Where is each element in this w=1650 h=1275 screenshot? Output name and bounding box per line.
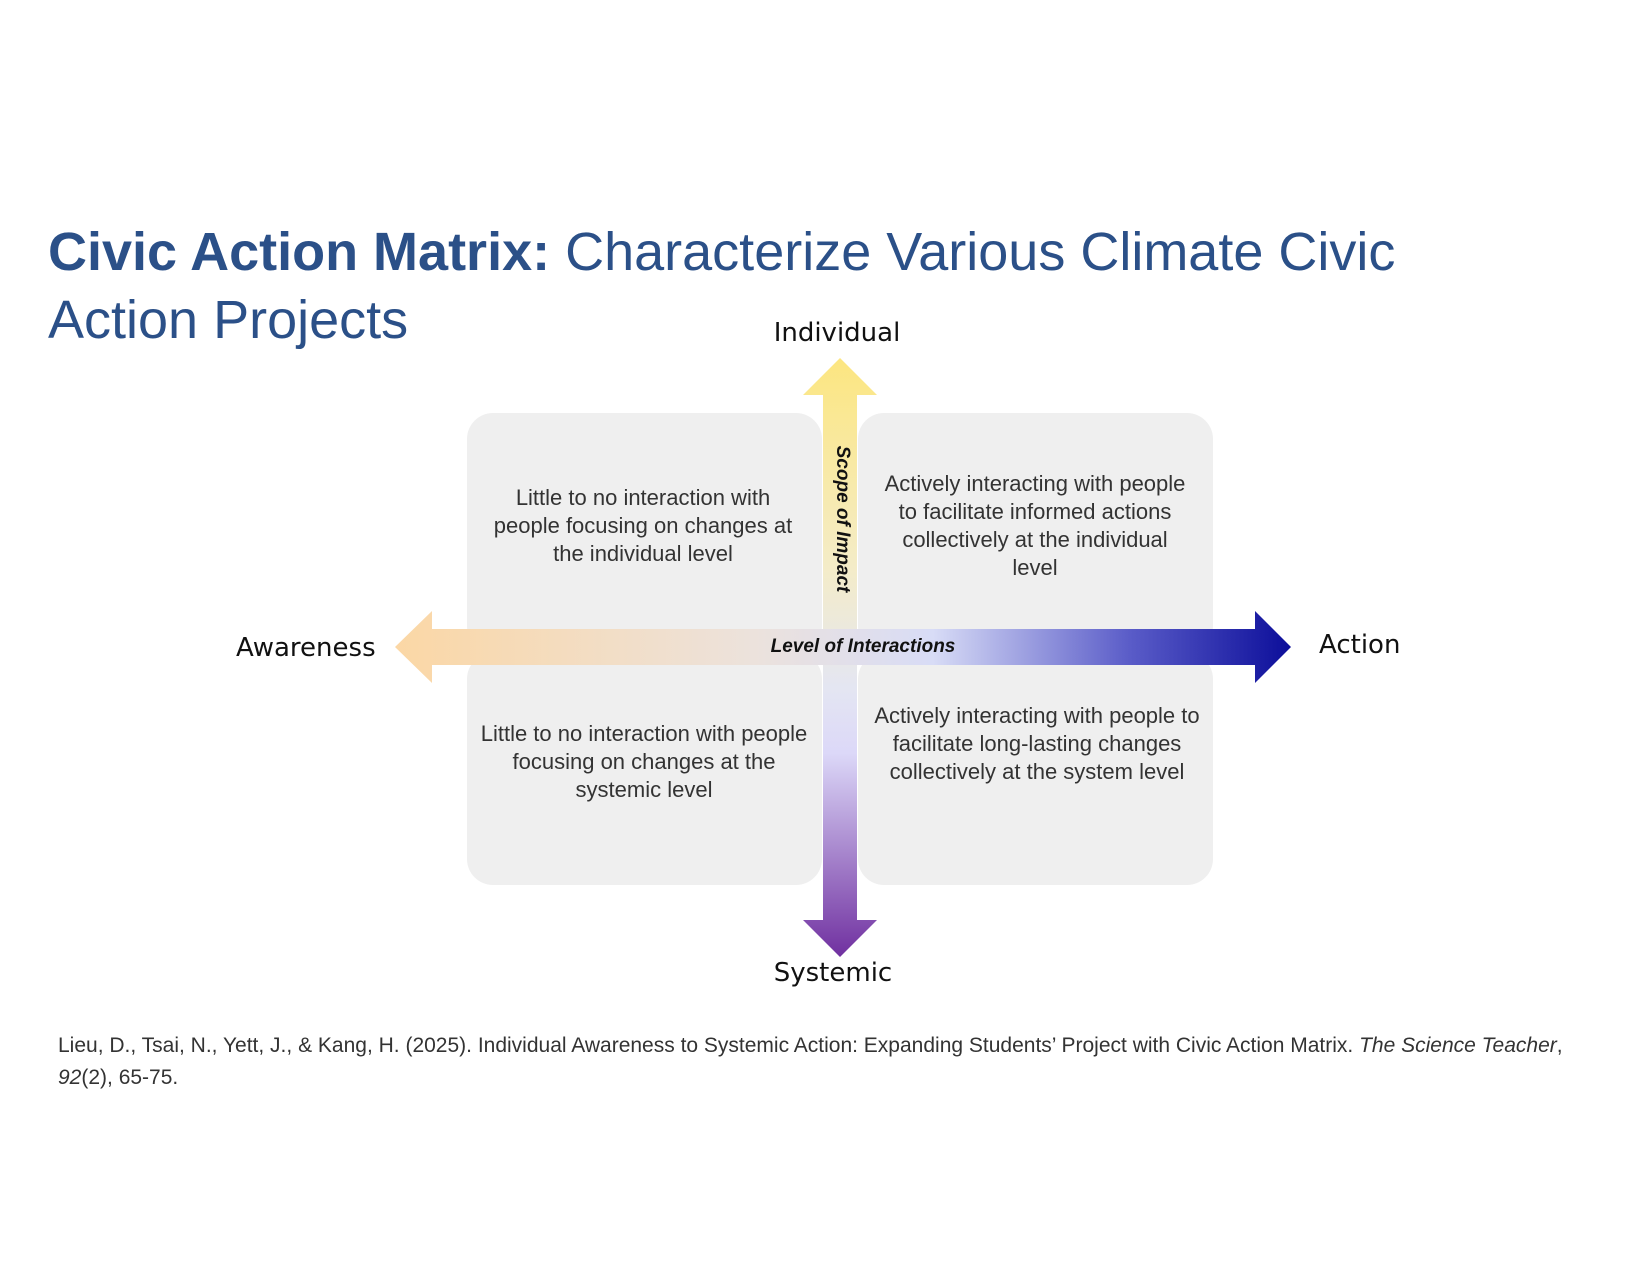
citation-comma: , [1556, 1034, 1563, 1057]
axis-label-systemic: Systemic [773, 958, 893, 988]
citation-volume: 92 [58, 1066, 82, 1089]
quadrant-bottom-right-text: Actively interacting with people to facilitate long-lasting changes collectively at the system level [874, 703, 1200, 784]
citation-text: Lieu, D., Tsai, N., Yett, J., & Kang, H. (2025). Individual Awareness to Systemic Action: Expanding Students’ Project with Civic Action Matrix. [58, 1034, 1354, 1057]
axis-label-individual: Individual [773, 318, 901, 348]
citation-journal: The Science Teacher [1359, 1034, 1557, 1057]
quadrant-top-right-text: Actively interacting with people to facilitate informed actions collectively at the individual level [884, 471, 1186, 580]
axis-label-awareness: Awareness [236, 633, 376, 663]
quadrant-top-left-text: Little to no interaction with people focusing on changes at the individual level [493, 485, 793, 566]
title-subtitle: Characterize Various Climate Civic Action Projects [48, 222, 1396, 350]
title-bold: Civic Action Matrix: [48, 222, 551, 282]
horizontal-axis-name: Level of Interactions [770, 636, 956, 657]
citation-issue-pages: (2), 65-75. [81, 1066, 179, 1089]
quadrant-bottom-left-text: Little to no interaction with people focusing on changes at the systemic level [480, 721, 808, 802]
vertical-axis-name: Scope of Impact [832, 445, 853, 593]
citation [58, 1030, 1618, 1094]
axis-label-action: Action [1319, 630, 1401, 660]
